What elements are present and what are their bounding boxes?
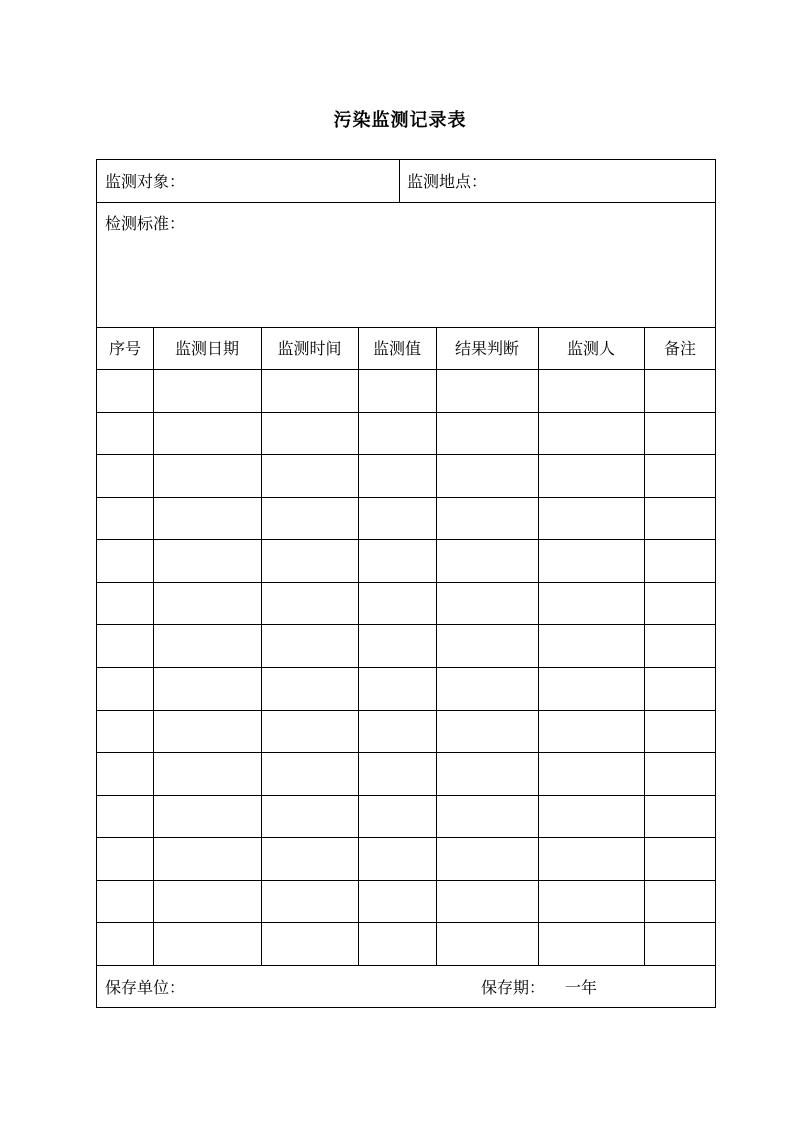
row-bottom-line bbox=[97, 965, 715, 966]
table-row bbox=[97, 837, 715, 879]
table-row bbox=[97, 582, 715, 624]
location-label: 监测地点： bbox=[407, 172, 488, 191]
table-row bbox=[97, 795, 715, 837]
row1-divider bbox=[399, 160, 400, 202]
table-row bbox=[97, 710, 715, 752]
col-header-value: 监测值 bbox=[372, 339, 421, 358]
table-row bbox=[97, 412, 715, 454]
col-header-index: 序号 bbox=[108, 339, 141, 358]
table-row bbox=[97, 880, 715, 922]
unit-label: 保存单位： bbox=[105, 978, 186, 997]
col-header-result: 结果判断 bbox=[454, 339, 519, 358]
col-header-inspector: 监测人 bbox=[566, 339, 615, 358]
table-row bbox=[97, 752, 715, 794]
table-row bbox=[97, 922, 715, 964]
col-header-remarks: 备注 bbox=[663, 339, 696, 358]
record-form bbox=[96, 159, 716, 1008]
table-row bbox=[97, 624, 715, 666]
col-header-time: 监测时间 bbox=[277, 339, 342, 358]
col-header-date: 监测日期 bbox=[174, 339, 239, 358]
object-label: 监测对象： bbox=[105, 172, 186, 191]
table-row bbox=[97, 369, 715, 411]
table-row bbox=[97, 539, 715, 581]
period-label: 保存期： bbox=[481, 978, 546, 997]
row1-bottom-line bbox=[97, 202, 715, 203]
period-value: 一年 bbox=[565, 978, 598, 997]
table-row bbox=[97, 454, 715, 496]
standard-label: 检测标准： bbox=[105, 214, 186, 233]
table-row bbox=[97, 497, 715, 539]
table-row bbox=[97, 667, 715, 709]
page-title: 污染监测记录表 bbox=[333, 110, 467, 131]
